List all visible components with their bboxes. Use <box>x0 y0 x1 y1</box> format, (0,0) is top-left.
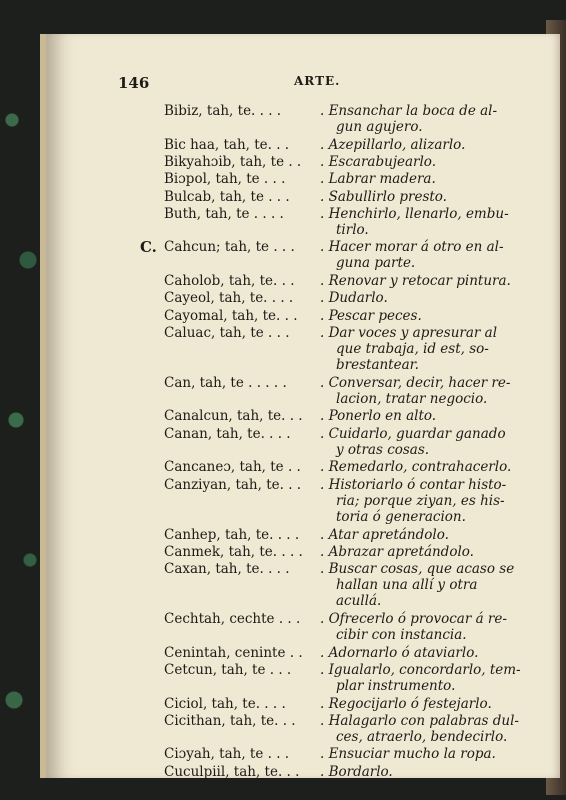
headword: Cenintah, cenintе . . <box>164 644 303 661</box>
definition-line: hallan una allí y otra <box>336 577 478 594</box>
headword: Caholob, tah, te. . . <box>164 273 295 289</box>
definition <box>320 308 506 324</box>
definition-line: . Ensanchar la boca de al- <box>320 103 498 119</box>
headword: Cayeol, tah, te. . . . <box>164 290 294 307</box>
definition <box>320 645 506 661</box>
headword: Cahcun; tah, te . . . <box>164 239 295 256</box>
definition <box>320 374 511 407</box>
definition-line: . Bordarlo. <box>320 763 393 780</box>
headword: Ciɔyah, tah, te . . . <box>164 746 290 763</box>
definition <box>320 325 506 373</box>
definition <box>320 290 506 306</box>
definition-line: . Hacer morar á otro en al- <box>320 239 504 256</box>
definition-line: . Renovar y retocar pintura. <box>320 273 511 289</box>
definition <box>320 696 506 712</box>
definition-line: gun agujero. <box>336 119 423 135</box>
definition <box>320 611 506 643</box>
headword: Canmek, tah, te. . . . <box>164 543 303 560</box>
definition-line: plar instrumento. <box>336 677 456 694</box>
definition <box>320 561 515 610</box>
definition-line: . Sabullirlo presto. <box>320 188 447 205</box>
headword: Cechtah, cechte . . . <box>164 611 301 627</box>
definition-line: que trabaja, id est, so- <box>336 340 489 357</box>
definition-line: . Azepillarlo, alizarlo. <box>320 136 466 153</box>
headword: Caluac, tah, te . . . <box>164 324 290 341</box>
definition <box>320 746 506 762</box>
definition <box>320 544 506 560</box>
definition-line: guna parte. <box>336 255 416 272</box>
definition <box>320 661 521 694</box>
definition <box>320 103 506 135</box>
definition-line: . Pescar peces. <box>320 307 422 324</box>
headword: Bikyahɔib, tah, te . . <box>164 153 302 170</box>
definition-line: . Ofrecerlo ó provocar á re- <box>320 611 507 627</box>
definition-line: . Cuidarlo, guardar ganado <box>320 425 506 442</box>
headword: Cicithan, tah, te. . . <box>164 712 296 729</box>
headword: Bic haa, tah, te. . . <box>164 136 290 153</box>
running-title: ARTE. <box>294 74 341 88</box>
definition <box>320 273 511 289</box>
headword: Bibiz, tah, te. . . . <box>164 103 282 119</box>
definition-line: y otras cosas. <box>336 441 430 458</box>
definition-line: . Regocijarlo ó festejarlo. <box>320 695 492 712</box>
definition-line: tirlo. <box>336 221 369 238</box>
headword: Cuculpiil, tah, te. . . <box>164 763 300 780</box>
definition-line: . Remedarlo, contrahacerlo. <box>320 459 512 476</box>
definition-line: . Atar apretándolo. <box>320 526 449 543</box>
definition <box>320 171 506 187</box>
definition-line: . Ponerlo en alto. <box>320 408 437 425</box>
headword: Cetcun, tah, te . . . <box>164 661 292 678</box>
definition-line: . Historiarlo ó contar histo- <box>320 476 507 493</box>
definition <box>320 205 509 238</box>
headword: Biɔpol, tah, te . . . <box>164 171 286 188</box>
definition-line: . Escarabujearlo. <box>320 153 436 170</box>
definition <box>320 426 506 458</box>
definition-line: toria ó generacion. <box>336 508 466 525</box>
definition-line: . Igualarlo, concordarlo, tem- <box>320 661 521 678</box>
headword: Buth, tah, te . . . . <box>164 205 284 222</box>
page-header <box>118 74 548 96</box>
definition-line: cibir con instancia. <box>336 627 467 643</box>
definition-line: . Halagarlo con palabras dul- <box>320 712 519 729</box>
definition-line: . Ensuciar mucho la ropa. <box>320 746 496 763</box>
headword: Cancaneɔ, tah, te . . <box>164 459 301 476</box>
definition <box>320 477 506 525</box>
headword: Caxan, tah, te. . . . <box>164 561 290 578</box>
definition-line: . Buscar cosas, que acaso se <box>320 561 515 578</box>
definition-line: . Dar voces y apresurar al <box>320 324 498 341</box>
headword: Ciciol, tah, te. . . . <box>164 695 286 712</box>
definition-line: . Labrar madera. <box>320 171 436 188</box>
definition-line: acullá. <box>336 593 382 610</box>
definition-line: ces, atraerlo, bendecirlo. <box>336 728 508 745</box>
section-letter: C. <box>140 238 157 257</box>
headword: Canalcun, tah, te. . . <box>164 408 303 425</box>
definition <box>320 712 519 745</box>
definition-line: brestantear. <box>336 356 419 373</box>
definition-line: . Abrazar apretándolo. <box>320 543 474 560</box>
definition <box>320 189 506 205</box>
headword: Cayomal, tah, te. . . <box>164 307 298 324</box>
definition <box>320 459 512 476</box>
definition-line: . Adornarlo ó ataviarlo. <box>320 644 479 661</box>
headword: Canan, tah, te. . . . <box>164 425 291 442</box>
definition-line: . Henchirlo, llenarlo, embu- <box>320 205 509 222</box>
definition-line: . Dudarlo. <box>320 290 388 307</box>
headword: Bulcab, tah, te . . . <box>164 188 290 205</box>
definition <box>320 764 506 780</box>
headword: Can, tah, te . . . . . <box>164 374 287 391</box>
definition <box>320 154 506 170</box>
definition <box>320 408 506 424</box>
page-number: 146 <box>118 74 150 92</box>
definition <box>320 137 506 153</box>
definition-line: . Conversar, decir, hacer re- <box>320 374 511 391</box>
headword: Canhep, tah, te. . . . <box>164 526 300 543</box>
definition-line: ria; porque ziyan, es his- <box>336 492 505 509</box>
definition-line: lacion, tratar negocio. <box>336 390 488 407</box>
headword: Canziyan, tah, te. . . <box>164 476 302 493</box>
definition <box>320 239 506 271</box>
definition <box>320 527 506 543</box>
